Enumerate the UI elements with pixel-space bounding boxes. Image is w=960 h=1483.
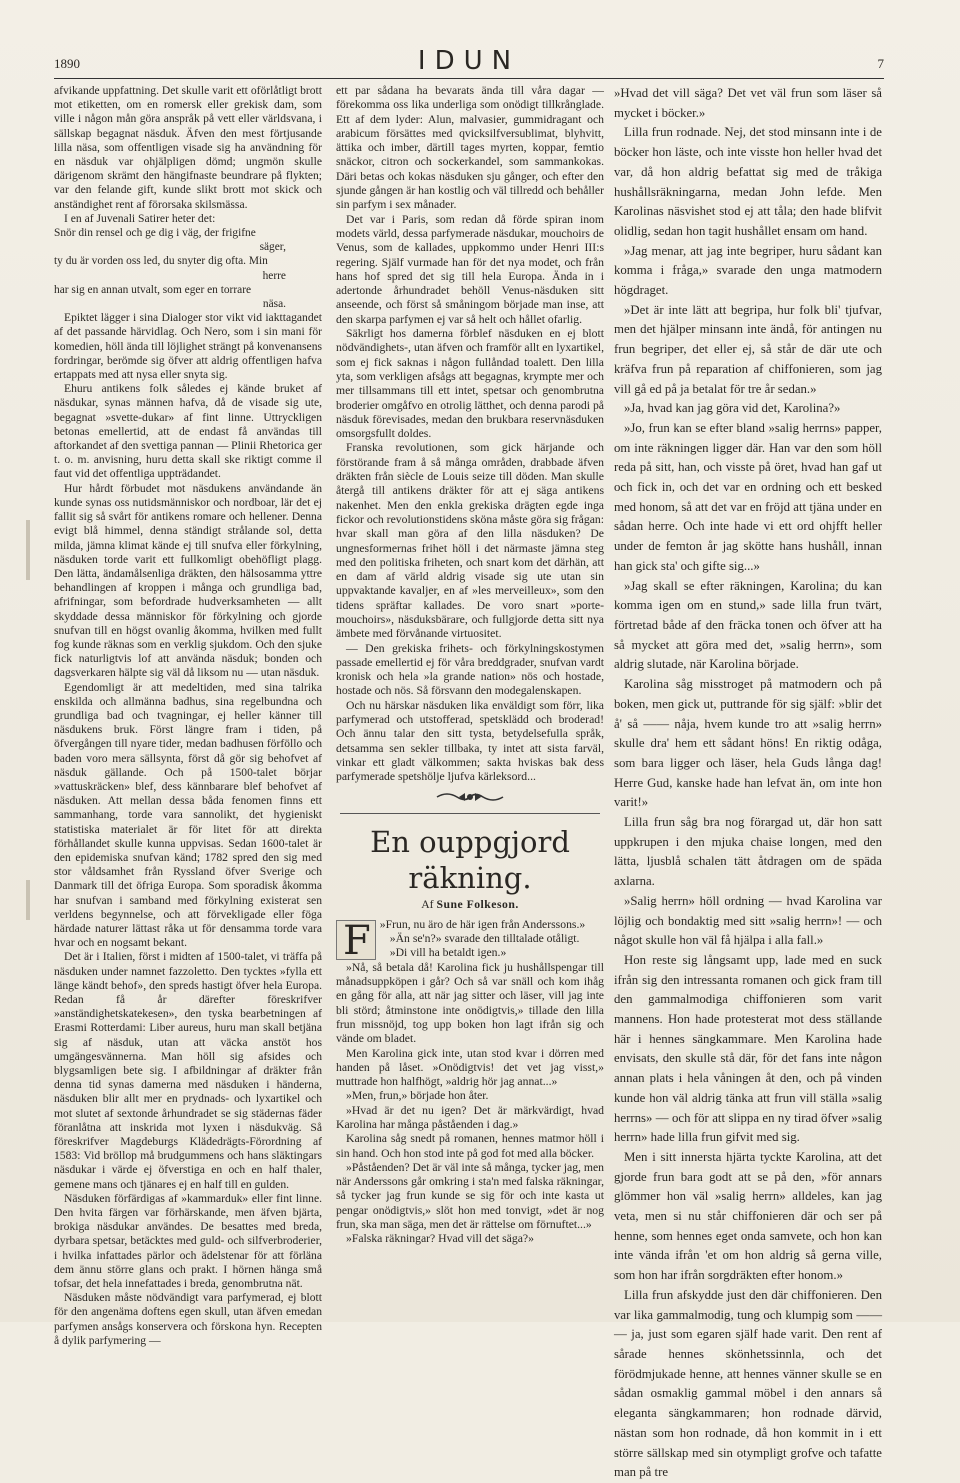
paragraph: Ehuru antikens folk således ej kände bruket af näsdukar, synas männen hafva, då de visade sig ute, begagnat »svette-dukar» af fint linne. Uttryckligen betonas emellertid, att de endast få användas till aftorkandet af den svettiga pannan — Plinii Rhetorica ger t. o. m. anvisning, huru detta skall ske riktigt comme il faut vid det offentliga uppträdandet.	[54, 382, 322, 481]
paragraph: »Jag menar, att jag inte begriper, huru sådant kan komma i fråga,» svarade den unga matmodern högdraget.	[614, 243, 882, 298]
paragraph: »Nå, så betala då! Karolina fick ju hushållspengar till månadsuppköpen i går? Och så var snäll och kom ihåg en gång för alla, att när jag sitter och läser, vill jag inte bli störd; åtminstone inte onödigtvis,» tillade den lilla frun missnöjd, tog upp boken hon lagt ifrån sig och vände om bladet.	[336, 960, 604, 1046]
byline	[336, 898, 604, 912]
paragraph: »Än se'n?» svarade den tilltalade otåligt.	[389, 932, 580, 946]
paragraph: Hur hårdt förbudet mot näsdukens användande än kunde synas oss nutidsmänniskor och nordboar, lär det ej fallit sig så svårt för antikens romare och hellener. Denna evigt blå himmel, denna ständigt strålande sol, detta milda, jämna klimat kände ej till snufva eller förkylning, näsduken torde varit ett fullkomligt obehöfligt plagg. Den lätta, ändamålsenliga dräkten, den hälsosamma yttre behandlingen af kroppen i många och grundliga bad, afrifningar, som befordrade hudverksamheten — allt skyddade dessa människor för förkylning och gjorde snufvan till en högst ovanlig åkomma, hvilken med fullt fog kunde räknas som en verklig sjukdom. Och den sjuke fick naturligtvis lof att använda näsduk; bonden och dagsverkaren hälpte sig väl då liksom nu — utan näsduk.	[54, 481, 322, 680]
paragraph: Näsduken måste nödvändigt vara parfymerad, ej blott för den angenäma doftens egen skull, utan äfven emedan parfymen ansågs konservera och förskona hyn. Recepten å dylik parfymering —	[54, 1291, 322, 1347]
paragraph: »Di vill ha betaldt igen.»	[389, 946, 507, 960]
paragraph: Egendomligt är att medeltiden, med sina talrika enskilda och allmänna badhus, sina regelbundna och grundliga bad och tvagningar, ej heller känner till näsdukens bruk. Först längre fram i tiden, på öfvergången till nyare tider, medan badhusen förföllo och baden voro mera sällsynta, först då gör sig behofvet af näsduk gällande. Och på 1500-talet börjar »vattuskräcken» blef, dess kännbarare blef behofvet af näsduken. Att mellan dessa båda fenomen finns ett sammanhang, torde vara sannolikt, det hygieniskt statistiska materialet är för litet för att direkta förhållandet skulle kunna uppvisas. Sedan 1600-talet är den epidemiska snufvan känd; 1782 spred den sig med stor våldsamhet från Ryssland öfver Sverige och Danmark till det öfriga Europa. Som sporadisk åkomma har snufvan i samband med förkylning existerat sen verldens begynnelse, och att förvekligade eller föga härdade naturer lättast råka ut för densamma torde vara hvar och en nogsamt bekant.	[54, 680, 322, 950]
verse-quote	[54, 226, 322, 311]
paragraph: »Påståenden? Det är väl inte så många, tycker jag, men när Anderssons går omkring i sta'n med falska räkningar, så tycker jag frun kunde se sig för och inte kasta ut pengar onödigtvis,» slöt hon med tonvigt, »det är nog frun, ska man säga, men det är rättelse om förnuftet...»	[336, 1160, 604, 1232]
paragraph: Näsduken förfärdigas af »kammarduk» eller fint linne. Den hvita färgen var förhärskande, men äfven bjärta, brokiga näsdukar användes. De besattes med breda, dyrbara spetsar, betäcktes med guld- och silfverbroderier, i hvilka infattades pärlor och ädelstenar för att förläna dem ännu större glans och prakt. I hörnen hänga små tofsar, det hela innefattades i breda, genombrutna nät.	[54, 1191, 322, 1291]
paragraph: »Ja, hvad kan jag göra vid det, Karolina?»	[624, 401, 841, 416]
paragraph: afvikande uppfattning. Det skulle varit ett oförlåtligt brott mot etiketten, om en romersk eller grekisk dam, som ville i någon mån göra anspråk på vett eller världsvana, i sällskap begagnat näsduk. Äfven den mest förtjusande lilla näsa, som offentligen visade sig ha användning för en näsduk var ohjälpligen dömd; ungmön skulle därigenom skrämt den hängifnaste beundrare på flykten; var den felande gift, kunde slikt brott mot skick och anständighet rent af förorsaka skilsmässa.	[54, 84, 322, 211]
paragraph: Lilla frun afskydde just den där chiffonieren. Den var lika gammalmodig, tung och klumpig som —— — ja, just som egaren själf hade varit. Den rent af sårade hennes skönhetssinnla, och det förödmjukade henne, att hennes vänner skulle se en sådan osmaklig gammal möbel i den annars så eleganta sängkammaren; hon rodnade därvid, nästan som hon rodnade, då hon kommit in i ett större sällskap med sin otympligt grofve och tafatte man på tre	[614, 1287, 882, 1480]
paragraph: Men Karolina gick inte, utan stod kvar i dörren med handen på låset. »Onödigtvis! det vet jag visst,» muttrade hon halfhögt, »aldrig hör jag annat...»	[336, 1046, 604, 1089]
paragraph: Det är i Italien, först i midten af 1500-talet, vi träffa på näsduken under namnet fazzoletto. Den tycktes »fylla ett länge kändt behof», den spreds hastigt öfver hela Europa. Redan få år därefter föreskrifver »anständighetskatekesen», den tyska bearbetningen af Erasmi Rotterdami: Liber aureus, huru man skall betjäna sig af näsduk, utan att väcka anstöt hos umgängesvännerna. Man höll sig afsides och blygsamligen bete sig. I afbildningar af dräkter från denna tid synas damerna med näsduken i händerna, näsduken blir allt mer en prydnads- och lyxartikel och mot slutet af sextonde århundradet se sig städernas fäder föranlåtna att inskrida mot lyxen i näsdukväg. Så föreskrifver Magdeburgs Klädedrägts-Förordning af 1583: Vid bröllop må brudgummens och hans släktingars näsdukar i värde ej öfverstiga en och en half thaler, gemene mans och tjänares ej en half till en gulden.	[54, 950, 322, 1191]
page-number: 7	[877, 56, 884, 71]
paragraph: »Jag skall se efter räkningen, Karolina; du kan komma igen om en stund,» sade lilla frun tvärt, förtretad både af den fräcka tonen och öfver att ha så mycket att göra med det, »salig herrn», som aldrig slutade, när Karolina började.	[614, 578, 882, 672]
paragraph: »Det är inte lätt att begripa, hur folk bli' tjufvar, men det hjälper minsann inte ändå, för antingen nu frun begriper, det eller ej, så står de där ute och kräfva frun på reparation af chiffonieren, som jag vill gå ed på ja betalat för tre år sedan.»	[614, 302, 882, 396]
paragraph: Lilla frun rodnade. Nej, det stod minsann inte i de böcker hon läste, och inte visste hon heller hvad det var, då hon aldrig befattat sig med de tråkiga hushållsräkningarna, medan John lefde. Men Karolinas näsvishet stod ej att tåla; den hade blifvit olidlig, sedan hon tagit hushållet ensam om hand.	[614, 125, 882, 238]
paragraph: Karolina såg misstroget på matmodern och på boken, men gick ut, puttrande för sig själf: »blir det å' så —— nåja, hvem kunde tro att »salig herrn» skulle dra' hem ett sådant höns! En riktig odåga, som bara ligger och läser, hela Guds långa dag! Herre Gud, kanske hade han lefvat än, om inte hon varit!»	[614, 677, 882, 810]
paragraph: ett par sådana ha bevarats ända till våra dagar — förekomma oss lika underliga som onödigt tillkrånglade. Ett af dem lyder: Alun, malvasier, gummidragant och arabicum försättes med qvicksilfversublimat, blyhvitt, ättika och imber, därtill tages myrten, koppar, femtio snäckor, citron och sockerkandel, som sammankokas. Däri betas och kokas näsduken sju gånger, och efter den sjunde gången är han kostlig och väl tillredd och behåller sin parfym i sex månader.	[336, 84, 604, 212]
paragraph: Epiktet lägger i sina Dialoger stor vikt vid iakttagandet af det passande härvidlag. Och Nero, som i sin mani för komedien, höll ända till löjlighet strängt på konvenansens fordringar, berömde sig öfver att aldrig offentligen hafva ertappats med att nysa eller snyta sig.	[54, 311, 322, 382]
scan-margin-mark	[26, 520, 30, 580]
paragraph: Lilla frun såg bra nog förargad ut, där hon satt uppkrupen i den mjuka chaise longen, med den lätta, ljusblå schalen tätt åtdragen om de späda axlarna.	[614, 815, 882, 889]
paragraph: Hon reste sig långsamt upp, lade med en suck ifrån sig den intressanta romanen och gick fram till den gammalmodiga chiffonieren som varit mannens. Hon hade protesterat mot dess ställande här i hennes sängkammare. Men Karolina hade envisats, den skulle stå där, för det fans inte någon annan plats i hela våningen åt den, och på vinden kunde hon väl aldrig tänka att frun vill ställa »salig herrns» — och för att slippa en ny tirad öfver »salig herrn» hade lilla frun gifvit med sig.	[614, 952, 882, 1145]
verse-line: säger,	[259, 241, 286, 254]
paragraph: »Falska räkningar? Hvad vill det säga?»	[346, 1232, 534, 1246]
verse-line: herre	[262, 269, 286, 282]
column-right	[614, 84, 882, 1480]
paragraph: I en af Juvenali Satirer heter det:	[64, 211, 216, 225]
paragraph: »Hvad det vill säga? Det vet väl frun som läser så mycket i böcker.»	[614, 86, 882, 120]
drop-cap: F	[336, 920, 376, 960]
paragraph: »Men, frun,» började hon åter.	[346, 1089, 489, 1103]
ornament-icon	[435, 789, 505, 805]
paragraph: »Hvad är det nu igen? Det är märkvärdigt, hvad Karolina har många påståenden i dag.»	[336, 1103, 604, 1131]
verse-line: ty du är vorden oss led, du snyter dig ofta. Min	[54, 255, 268, 268]
paragraph: Säkrligt hos damerna förblef näsduken en ej blott nödvändighets-, utan äfven och framför allt en lyxartikel, som ej fick saknas i någon fullåndad toalett. Den lilla yta, som verkligen afsågs att begagnas, krympte mer och mer tillsammans till ett intet, spetsar och genombrutna broderier omgåfvo en otrolig lätthet, och denna parodi på näsduk förevisades, medan den brukbara reservnäsduken omsorgsfullt doldes.	[336, 327, 604, 441]
page-header	[54, 46, 884, 79]
paragraph: Karolina såg snedt på romanen, hennes matmor höll i sin hand. Och hon stod inte på god fot med alla böcker.	[336, 1132, 604, 1160]
column-middle	[336, 84, 604, 1300]
byline-prefix: Af	[421, 897, 434, 911]
paragraph: Franska revolutionen, som gick härjande och förstörande fram å så många områden, drabbade äfven dräkten från siècle de Louis seize till döden. Man skulle återgå till antikens dräkter för att ej säga antikens nakenhet. Men den enkla grekiska drägten egde inga fickor och revolutionstidens sköna måste göra sig frågan: hvar skall man göra af den lilla näsduken? De ungnesformernas frihet höll i det närmaste jämna steg med den politiska friheten, och snart kom det därhän, att en dam af värld aldrig visade sig ute utan sin uppvaktande kavaljer, en af »les merveilleux», som den tidens spräftar kallades. De voro snart »porte-mouchoirs», näsduksbärare, och fullgjorde detta sitt nya ämbete med förvånande virtuositet.	[336, 441, 604, 641]
paragraph: Och nu härskar näsduken lika enväldigt som förr, lika parfymerad och utstofferad, spetsklädd och broderad! Och ännu talar den sitt tysta, betydelsefulla språk, detsamma sen sekler tillbaka, ty intet att sista farväl, vinkar ett gladt välkommen; sakta hviskas bak dess parfymerade spetshölje ljufva kärleksord...	[336, 698, 604, 784]
scan-margin-mark	[26, 880, 30, 920]
verse-line: har sig en annan utvalt, som eger en torrare	[54, 283, 252, 296]
header-year: 1890	[54, 56, 80, 71]
paragraph: »Jo, frun kan se efter bland »salig herrns» papper, om inte räkningen ligger där. Han var den som höll reda på sitt, han, och visste på öret, hvad han gaf ut och fick in, och det var en ordning och ett besked med honom, så att det var en fröjd att tjäna under en sådan herre. Och inte hade vi ett ord ohjfft heller under de femton år jag skötte hans hushåll, innan han gick sta' och gifte sig...»	[614, 420, 882, 573]
verse-line: Snör din rensel och ge dig i väg, der frigifne	[54, 227, 256, 240]
verse-line: näsa.	[262, 298, 286, 311]
paragraph: — Den grekiska frihets- och förkylningskostymen passade emellertid ej för våra breddgrader, snufvan vardt kronisk och hela »la grande nation» nös och hostade, hostade och nös. Så försvann den modegalenskapen.	[336, 641, 604, 698]
paragraph: »Salig herrn» höll ordning — hvad Karolina var löjlig och bondaktig med sitt »salig herrn»! — och något skulle hon väl få hjälpa i alla fall.»	[614, 893, 882, 948]
paragraph: Det var i Paris, som redan då förde spiran inom modets värld, dessa parfymerade näsdukar, mouchoirs de Venus, som de kallades, uppkommo under Henri III:s regering. Själf vurmade han för det nya modet, och från hans hof spred det sig till hela Europa. Ända in i adertonde århundradet behöll Venus-näsduken sitt anseende, och först så småningom började man inse, att den skarpa parfymen ej var så helt och hållet ofarlig.	[336, 212, 604, 326]
masthead-title: IDUN	[417, 46, 521, 76]
story-title: En ouppgjord räkning.	[370, 824, 570, 895]
paragraph: Men i sitt innersta hjärta tyckte Karolina, att det gjorde frun bara godt att se på den, »för annars glömmer hon väl »salig herrn» alldeles, kan jag veta, men si nu står chiffonieren där och ser på henne, som hennes eget onda samvete, och hon kan inte vända ifrån 'et om hon aldrig så gerna ville, som hon har ifrån sorgdräkten efter honom.»	[614, 1149, 882, 1283]
section-divider	[340, 813, 600, 814]
paragraph: »Frun, nu äro de här igen från Anderssons.»	[379, 917, 586, 931]
byline-author: Sune Folkeson.	[436, 897, 519, 911]
decorative-ornament	[336, 789, 604, 805]
column-left	[54, 84, 322, 1347]
